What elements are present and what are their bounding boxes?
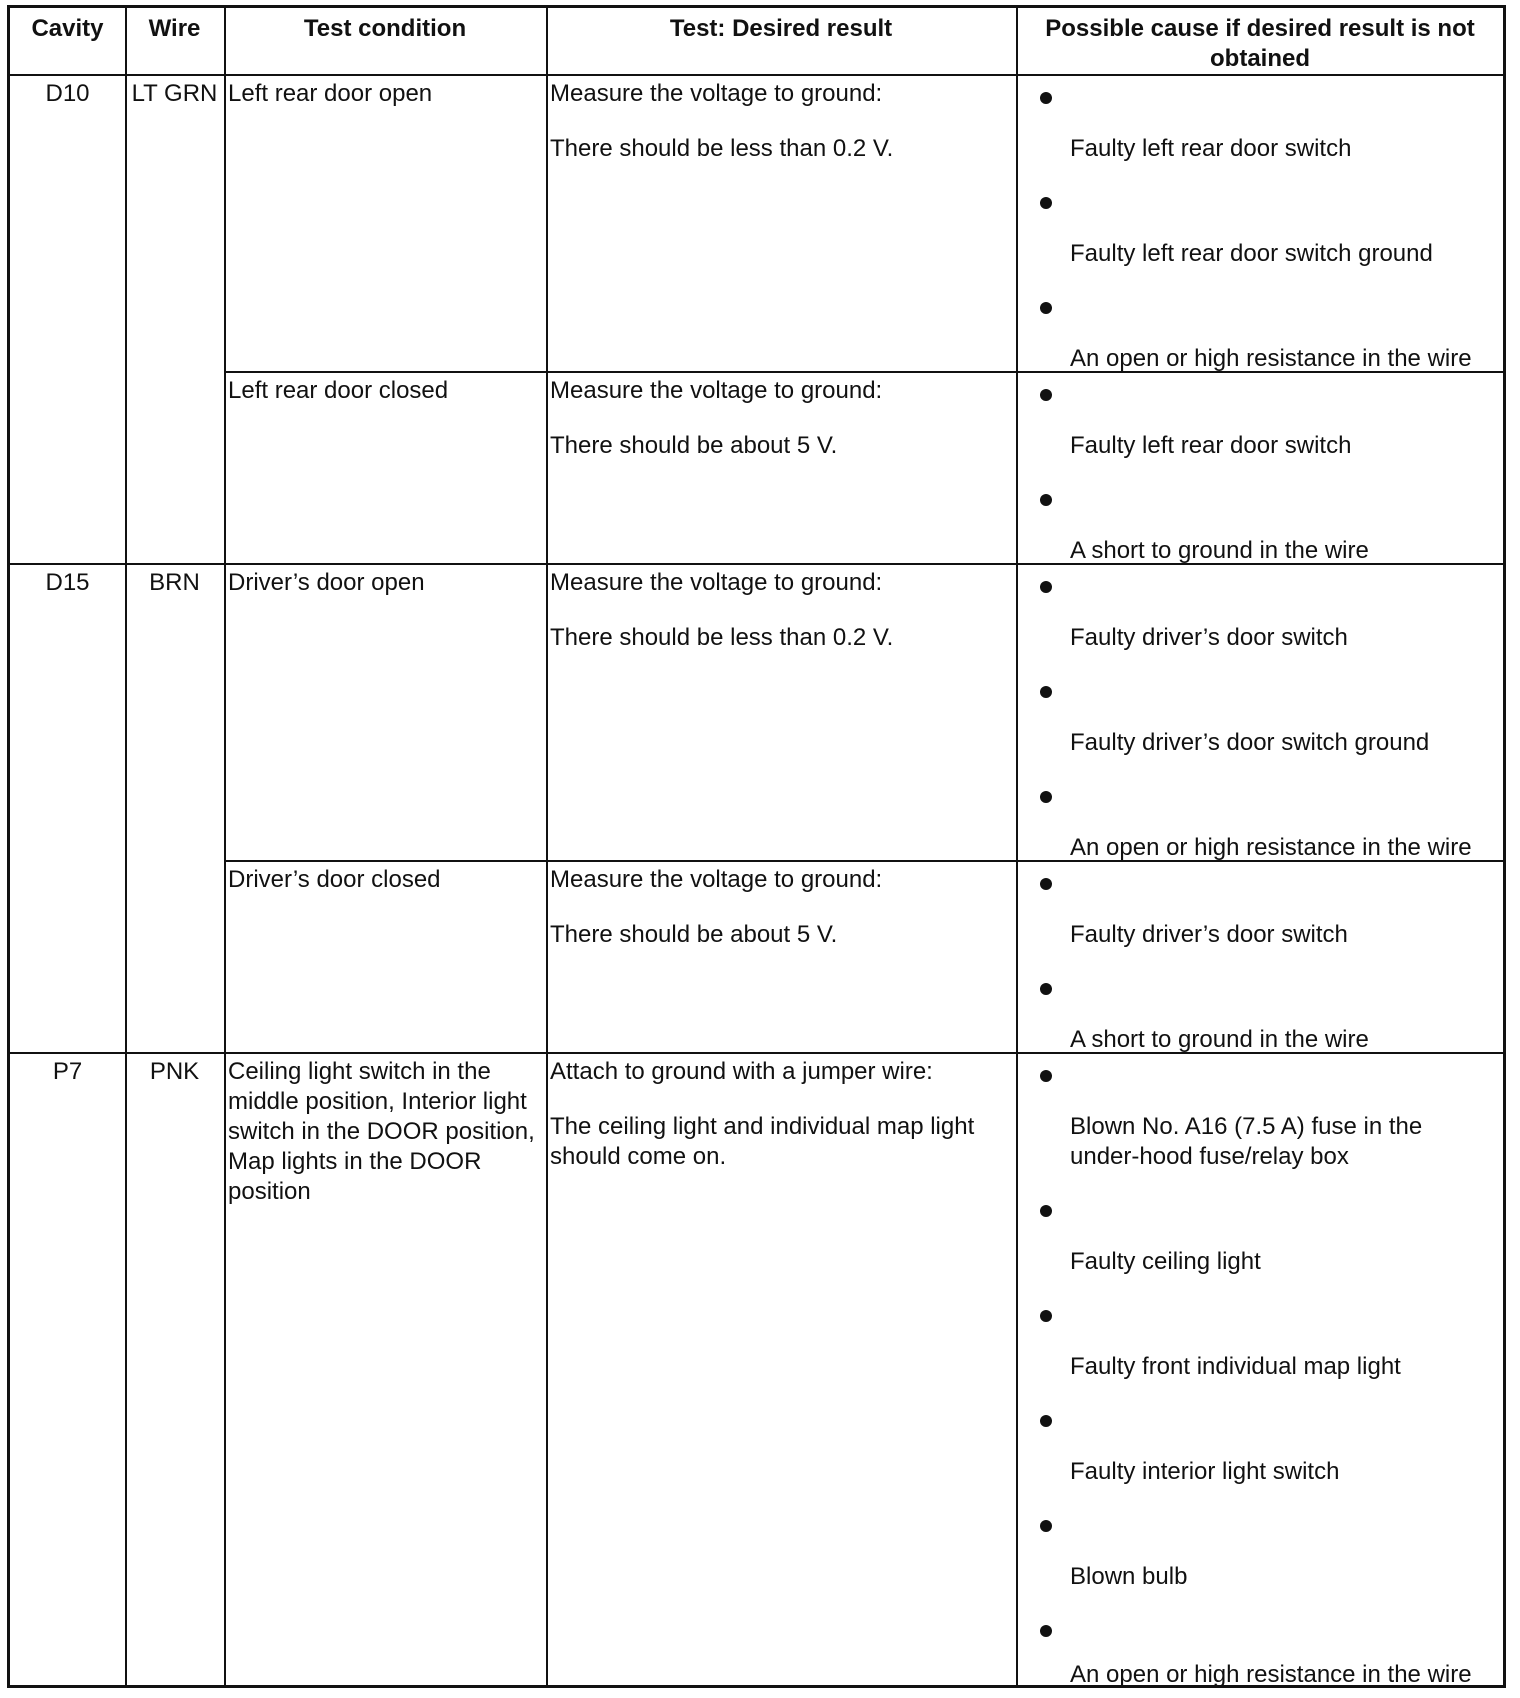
cause-item: A short to ground in the wire bbox=[1070, 537, 1369, 564]
desired-result: There should be about 5 V. bbox=[550, 921, 838, 948]
cause-item: Faulty driver’s door switch ground bbox=[1070, 729, 1430, 756]
condition-cell: Left rear door open bbox=[228, 80, 433, 107]
cavity-cell: D15 bbox=[45, 569, 90, 596]
bullet-icon bbox=[1040, 686, 1052, 698]
desired-result: There should be less than 0.2 V. bbox=[550, 624, 894, 651]
cause-item: An open or high resistance in the wire bbox=[1070, 834, 1472, 861]
test-instruction: Measure the voltage to ground: bbox=[550, 569, 883, 596]
header-test-condition: Test condition bbox=[303, 15, 467, 42]
test-instruction: Attach to ground with a jumper wire: bbox=[550, 1058, 933, 1085]
header-wire: Wire bbox=[148, 15, 201, 42]
col-divider bbox=[224, 8, 226, 1685]
cause-item: An open or high resistance in the wire bbox=[1070, 345, 1472, 372]
cause-item: Faulty driver’s door switch bbox=[1070, 624, 1348, 651]
bullet-icon bbox=[1040, 197, 1052, 209]
col-divider bbox=[546, 8, 548, 1685]
test-instruction: Measure the voltage to ground: bbox=[550, 80, 883, 107]
cause-item: Faulty left rear door switch bbox=[1070, 432, 1352, 459]
cause-item: An open or high resistance in the wire bbox=[1070, 1661, 1472, 1688]
test-instruction: Measure the voltage to ground: bbox=[550, 866, 883, 893]
bullet-icon bbox=[1040, 1520, 1052, 1532]
cavity-cell: D10 bbox=[45, 80, 90, 107]
bullet-icon bbox=[1040, 389, 1052, 401]
wire-cell: LT GRN bbox=[131, 80, 218, 107]
bullet-icon bbox=[1040, 1310, 1052, 1322]
desired-result: There should be less than 0.2 V. bbox=[550, 135, 894, 162]
result-cell bbox=[550, 1057, 1012, 1197]
test-instruction: Measure the voltage to ground: bbox=[550, 377, 883, 404]
header-desired-result: Test: Desired result bbox=[669, 15, 893, 42]
condition-cell: Driver’s door closed bbox=[228, 866, 441, 893]
condition-cell: Left rear door closed bbox=[228, 377, 449, 404]
col-divider bbox=[125, 8, 127, 1685]
bullet-icon bbox=[1040, 1415, 1052, 1427]
bullet-icon bbox=[1040, 878, 1052, 890]
cause-item: Blown bulb bbox=[1070, 1563, 1188, 1590]
result-cell bbox=[550, 568, 1012, 678]
header-cavity: Cavity bbox=[31, 15, 104, 42]
cause-item: Faulty driver’s door switch bbox=[1070, 921, 1348, 948]
desired-result: There should be about 5 V. bbox=[550, 432, 838, 459]
cause-item: Faulty front individual map light bbox=[1070, 1353, 1401, 1380]
cause-item: Faulty ceiling light bbox=[1070, 1248, 1261, 1275]
bullet-icon bbox=[1040, 1205, 1052, 1217]
result-cell bbox=[550, 79, 1012, 189]
result-cell bbox=[550, 376, 1012, 486]
bullet-icon bbox=[1040, 581, 1052, 593]
condition-cell: Driver’s door open bbox=[228, 569, 425, 596]
bullet-icon bbox=[1040, 983, 1052, 995]
bullet-icon bbox=[1040, 494, 1052, 506]
cavity-cell: P7 bbox=[52, 1058, 83, 1085]
desired-result: The ceiling light and individual map light should come on. bbox=[550, 1113, 975, 1170]
wire-cell: PNK bbox=[149, 1058, 200, 1085]
result-cell bbox=[550, 865, 1012, 975]
wire-cell: BRN bbox=[149, 569, 200, 596]
cause-item: Faulty left rear door switch bbox=[1070, 135, 1352, 162]
diagnostic-table bbox=[7, 5, 1506, 1688]
bullet-icon bbox=[1040, 791, 1052, 803]
bullet-icon bbox=[1040, 1625, 1052, 1637]
cause-item: Blown No. A16 (7.5 A) fuse in the under-hood fuse/relay box bbox=[1070, 1113, 1423, 1170]
bullet-icon bbox=[1040, 302, 1052, 314]
col-divider bbox=[1016, 8, 1018, 1685]
bullet-icon bbox=[1040, 92, 1052, 104]
bullet-icon bbox=[1040, 1070, 1052, 1082]
header-possible-cause: Possible cause if desired result is not obtained bbox=[1045, 15, 1475, 72]
cause-item: A short to ground in the wire bbox=[1070, 1026, 1369, 1053]
condition-cell: Ceiling light switch in the middle position, Interior light switch in the DOOR position, Map lights in the DOOR position bbox=[228, 1058, 535, 1205]
header-divider bbox=[10, 74, 1503, 76]
cause-item: Faulty interior light switch bbox=[1070, 1458, 1340, 1485]
cause-item: Faulty left rear door switch ground bbox=[1070, 240, 1433, 267]
